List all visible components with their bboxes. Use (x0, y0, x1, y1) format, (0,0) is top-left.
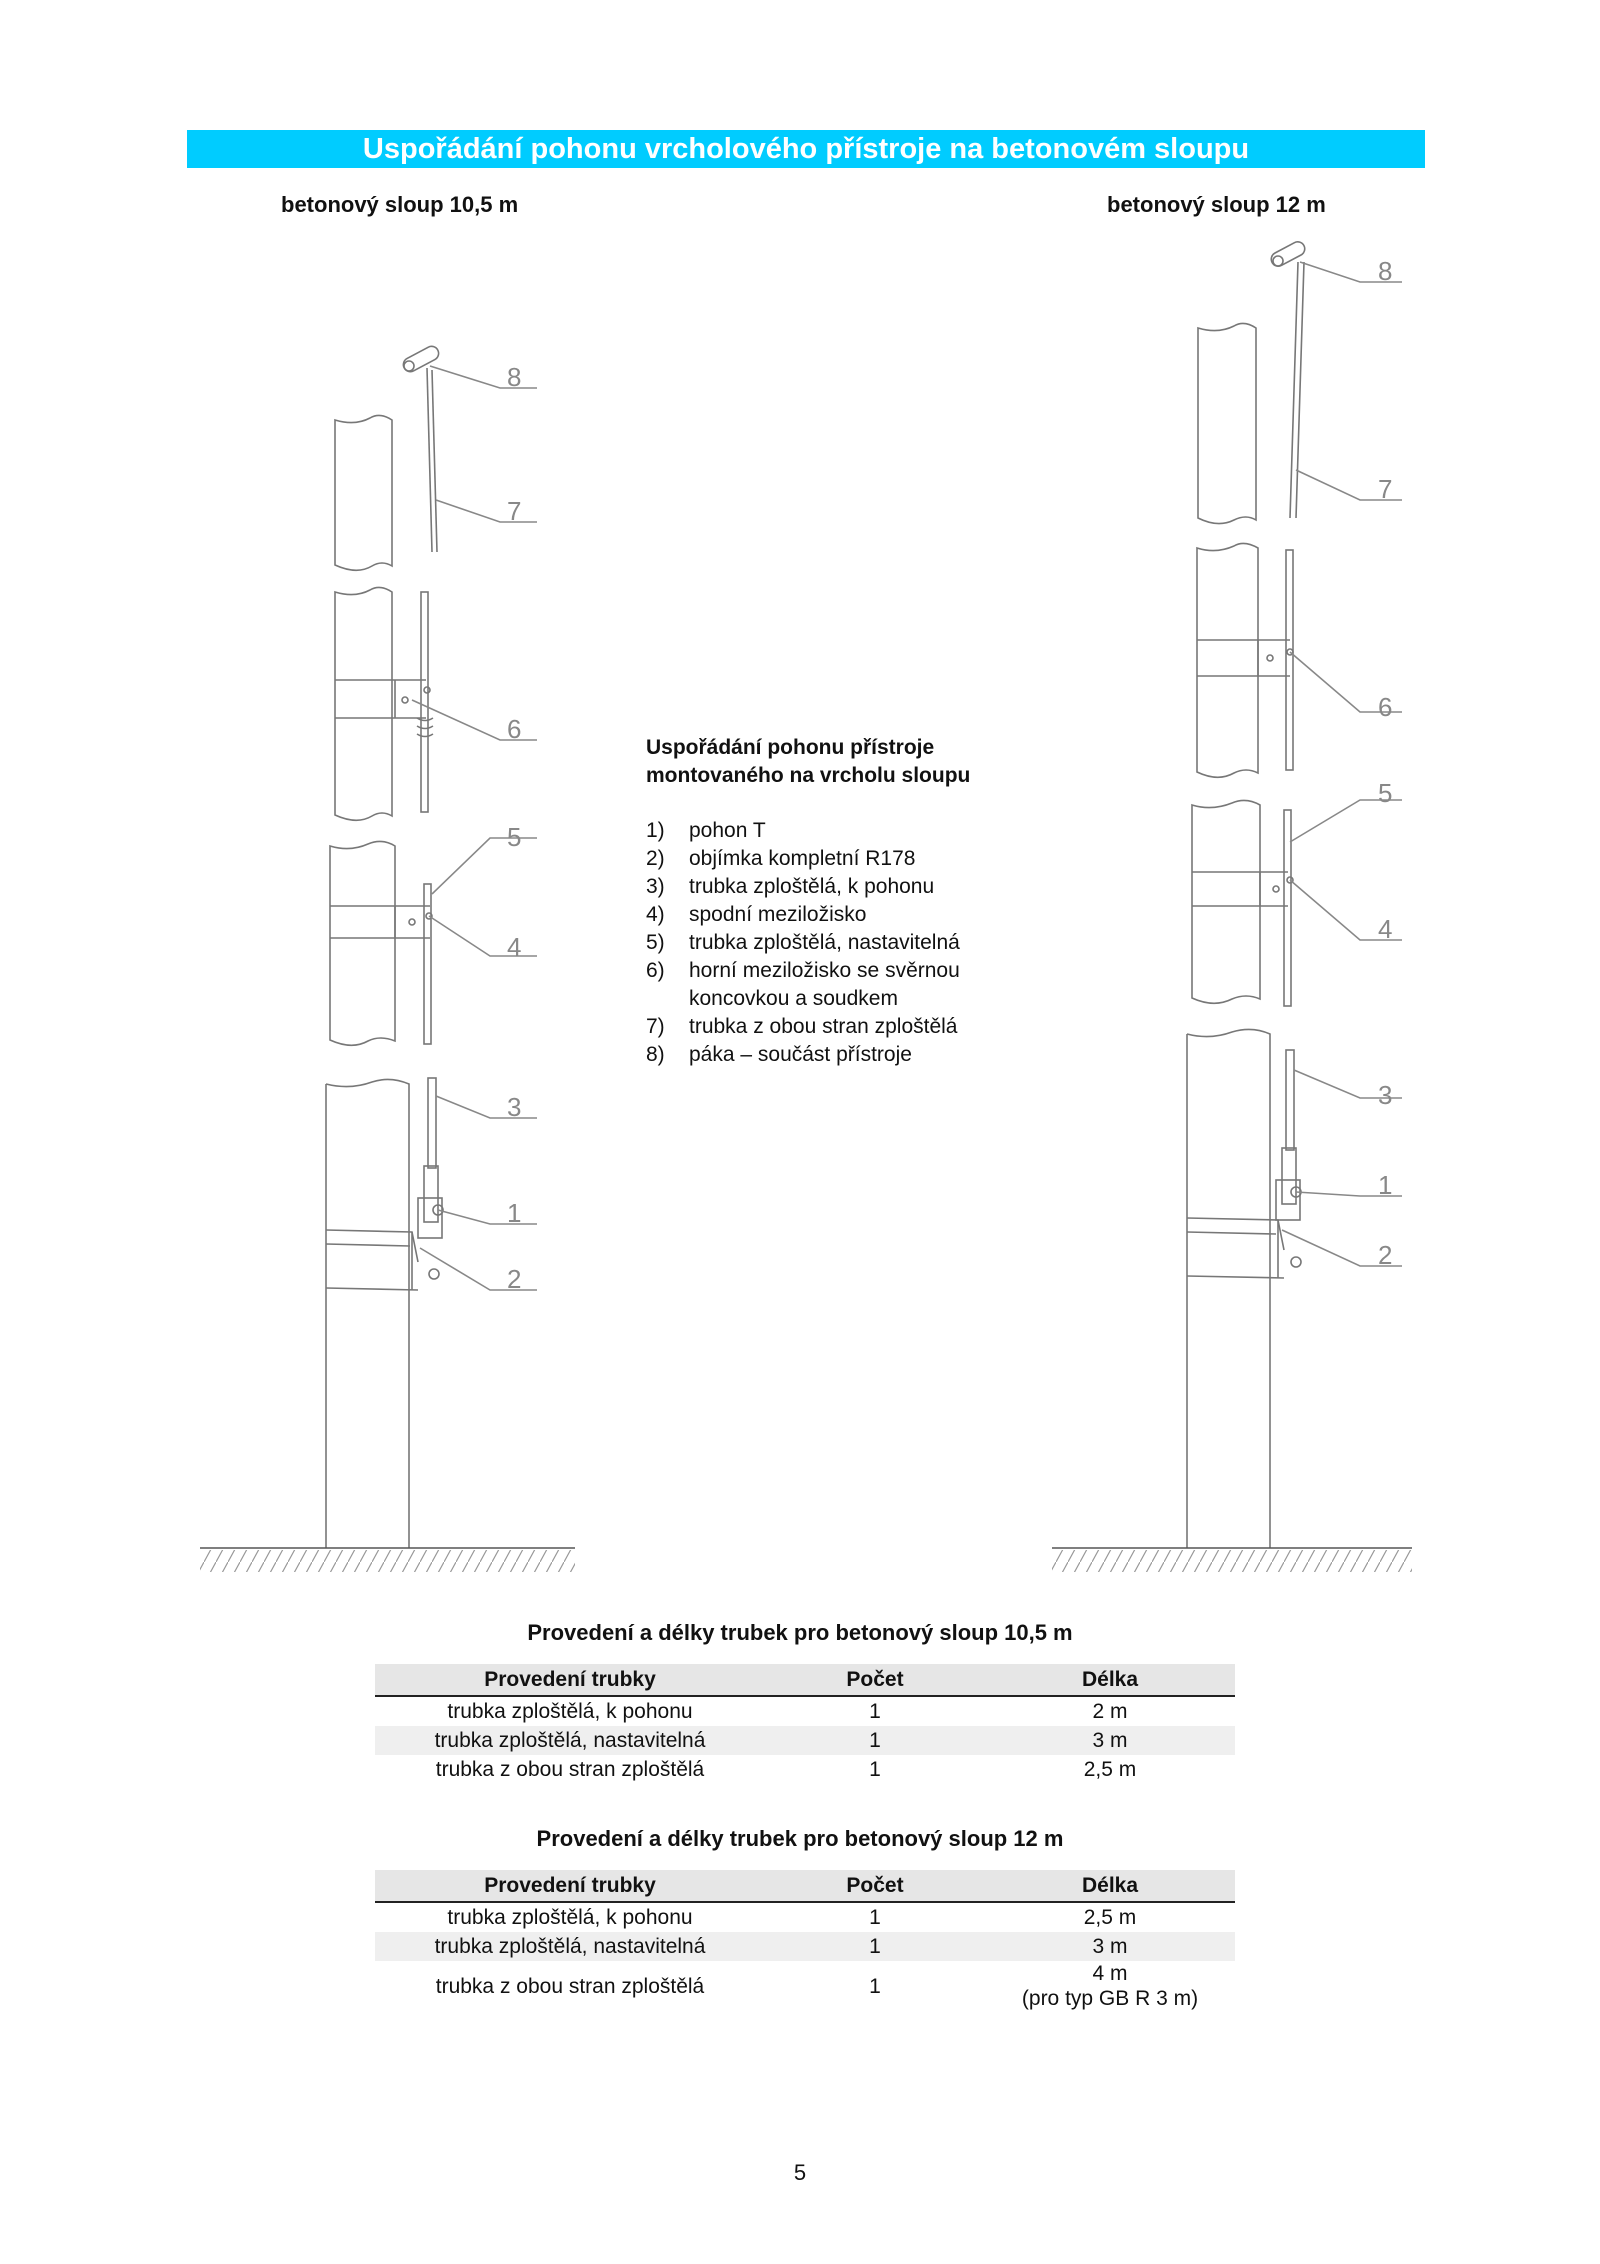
legend-item-number: 2) (646, 847, 665, 870)
legend-item-text: trubka zploštělá, nastavitelná (689, 931, 960, 954)
table2-caption: Provedení a délky trubek pro betonový sloup 12 m (536, 1826, 1064, 1851)
table-row (375, 1961, 1235, 2011)
cell-count: 1 (765, 1726, 985, 1755)
legend-item-number: 5) (646, 931, 665, 954)
legend-item-continuation: koncovkou a soudkem (689, 987, 898, 1010)
table-header-row (375, 1870, 1235, 1902)
pipe-5-left (424, 884, 431, 1044)
drive-1-right (1276, 1148, 1301, 1220)
left-callout-2: 2 (507, 1264, 522, 1294)
left-callout-4: 4 (507, 932, 522, 962)
right-callout-2: 2 (1378, 1240, 1393, 1270)
column-header-length: Délka (985, 1664, 1235, 1696)
cell-length-value: 4 m (1092, 1962, 1128, 1985)
right-callout-5: 5 (1378, 778, 1393, 808)
cell-type: trubka zploštělá, nastavitelná (375, 1932, 765, 1961)
cell-length: 3 m (985, 1726, 1235, 1755)
bearing-4-right (1192, 872, 1293, 906)
cell-count: 1 (869, 1974, 881, 1998)
right-callout-4: 4 (1378, 914, 1393, 944)
legend-item (646, 1013, 1066, 1041)
legend-item-number: 7) (646, 1015, 665, 1038)
left-callout-7: 7 (507, 496, 522, 526)
table-row (375, 1726, 1235, 1755)
legend-item-text: trubka z obou stran zploštělá (689, 1015, 958, 1038)
legend-item (646, 901, 1066, 929)
legend-title (646, 734, 1066, 790)
drive-1-left (418, 1166, 443, 1238)
cell-length: 2,5 m (1083, 1906, 1137, 1929)
cell-count: 1 (869, 1758, 881, 1781)
clamp-2-right (1187, 1218, 1301, 1278)
cell-length (985, 1961, 1235, 2011)
pipe-7-left (421, 592, 428, 812)
left-callout-8: 8 (507, 362, 522, 392)
legend-item-number: 8) (646, 1043, 665, 1066)
table-row (375, 1755, 1235, 1784)
cell-length: 2 m (1092, 1700, 1128, 1723)
right-pole-drawing (1052, 239, 1412, 1572)
cell-count: 1 (765, 1932, 985, 1961)
page-title: Uspořádání pohonu vrcholového přístroje na betonovém sloupu (187, 130, 1425, 168)
left-callout-1: 1 (507, 1198, 522, 1228)
bearing-6-right (1197, 640, 1293, 676)
cell-length-note: (pro typ GB R 3 m) (1021, 1987, 1199, 2010)
legend-item-text: objímka kompletní R178 (689, 847, 916, 870)
clamp-2-left (326, 1230, 439, 1290)
pipe-3-right (1286, 1050, 1294, 1150)
cell-type: trubka z obou stran zploštělá (435, 1974, 705, 1998)
legend-title-line: montovaného na vrcholu sloupu (646, 764, 971, 787)
column-header-count: Počet (765, 1870, 985, 1902)
legend-item-text: spodní mezіložisko (689, 903, 867, 926)
column-header-length: Délka (985, 1870, 1235, 1902)
pipe-3-left (428, 1078, 436, 1168)
legend-item (646, 817, 1066, 845)
table-header-row (375, 1664, 1235, 1696)
legend-item-text: horní mezіložisko se svěrnou (689, 959, 960, 982)
cell-length: 3 m (985, 1932, 1235, 1961)
column-header-type: Provedení trubky (375, 1870, 765, 1902)
cell-type: trubka zploštělá, k pohonu (447, 1906, 693, 1929)
legend-item-number: 6) (646, 959, 665, 982)
legend-item (646, 929, 1066, 957)
table-row (375, 1932, 1235, 1961)
legend-title-line: Uspořádání pohonu přístroje (646, 736, 935, 759)
cell-count: 1 (869, 1906, 881, 1929)
legend-item-number: 4) (646, 903, 665, 926)
table-row (375, 1902, 1235, 1932)
cell-type: trubka zploštělá, k pohonu (447, 1700, 693, 1723)
bearing-6-left (335, 680, 433, 737)
right-callout-3: 3 (1378, 1080, 1393, 1110)
left-callout-5: 5 (507, 822, 522, 852)
pipe-7-right (1286, 550, 1293, 770)
lever-8-left (401, 344, 441, 552)
legend-item-number: 3) (646, 875, 665, 898)
legend-item (646, 845, 1066, 873)
right-pole-heading: betonový sloup 12 m (1107, 192, 1326, 217)
column-header-type: Provedení trubky (375, 1664, 765, 1696)
right-callout-6: 6 (1378, 692, 1393, 722)
right-callout-7: 7 (1378, 474, 1393, 504)
cell-length: 2,5 m (1083, 1758, 1137, 1781)
column-header-count: Počet (765, 1664, 985, 1696)
cell-type: trubka z obou stran zploštělá (435, 1758, 705, 1781)
bearing-4-left (330, 906, 432, 938)
cell-count: 1 (869, 1700, 881, 1723)
legend (646, 734, 1066, 1069)
legend-item-text: páka – součást přístroje (689, 1043, 912, 1066)
table1-caption: Provedení a délky trubek pro betonový sloup 10,5 m (527, 1620, 1073, 1645)
left-callout-3: 3 (507, 1092, 522, 1122)
page-number: 5 (793, 2160, 807, 2185)
legend-item (646, 1041, 1066, 1069)
lever-8-right (1269, 239, 1307, 518)
right-callout-8: 8 (1378, 256, 1393, 286)
legend-item-text: trubka zploštělá, k pohonu (689, 875, 935, 898)
cell-type: trubka zploštělá, nastavitelná (375, 1726, 765, 1755)
table1-pipes-10-5m (375, 1664, 1235, 1784)
left-pole-heading: betonový sloup 10,5 m (281, 192, 519, 217)
legend-item-number: 1) (646, 819, 665, 842)
legend-item-text: pohon T (689, 819, 766, 842)
pipe-5-right (1284, 810, 1291, 1006)
left-callout-6: 6 (507, 714, 522, 744)
table2-pipes-12m (375, 1870, 1235, 2011)
legend-item (646, 873, 1066, 901)
table-row (375, 1696, 1235, 1726)
legend-item (646, 957, 1066, 985)
right-callout-1: 1 (1378, 1170, 1393, 1200)
